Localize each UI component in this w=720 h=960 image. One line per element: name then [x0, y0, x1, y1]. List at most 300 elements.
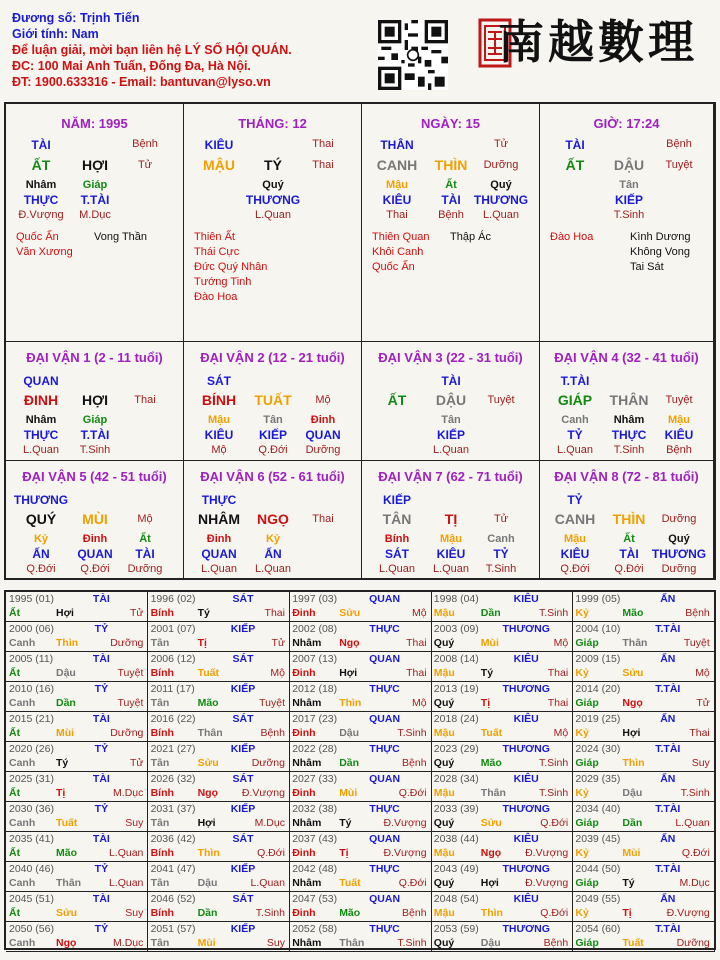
year-phase: Dưỡng	[110, 727, 144, 739]
special-star: Thiên Quan	[372, 231, 430, 243]
hidden-can: Quý	[490, 179, 512, 191]
special-star: Thái Cực	[194, 246, 240, 258]
daivan-chi: MÙI	[82, 511, 108, 527]
year-star: THƯƠNG	[502, 803, 550, 815]
year-label: 2018 (24)	[433, 713, 479, 725]
year-cell[interactable]	[289, 742, 431, 772]
pillar-chi: TÝ	[264, 157, 282, 173]
year-cell[interactable]	[148, 862, 290, 892]
daivan-star: TỶ	[567, 493, 583, 507]
year-label: 2023 (29)	[433, 743, 479, 755]
year-chi: Hợi	[339, 667, 358, 679]
hidden-can: Giáp	[82, 414, 108, 426]
hidden-star: ẤN	[32, 547, 50, 561]
year-label: 2020 (26)	[9, 743, 54, 755]
hidden-star: TỶ	[493, 547, 509, 561]
year-can: Kỷ	[575, 727, 589, 739]
year-chi: Mùi	[339, 787, 358, 799]
year-cell[interactable]	[289, 652, 431, 682]
hidden-phase: L.Quan	[22, 444, 60, 456]
year-label: 2017 (23)	[292, 713, 338, 725]
year-phase: Đ.Vượng	[666, 907, 710, 919]
year-cell[interactable]	[572, 892, 714, 922]
year-phase: Đ.Vượng	[383, 847, 427, 859]
year-cell[interactable]	[6, 802, 148, 832]
hidden-phase: Dưỡng	[661, 563, 697, 575]
year-chi: Mùi	[197, 937, 216, 949]
year-chi: Dậu	[339, 727, 360, 739]
owner-label: Đương số:	[12, 11, 77, 25]
daivan-chi-phase: Thai	[134, 394, 156, 406]
year-star: T.TÀI	[655, 743, 681, 755]
year-cell[interactable]	[431, 862, 573, 892]
year-phase: Bệnh	[543, 937, 569, 949]
year-can: Ất	[9, 787, 21, 799]
hidden-star: T.TÀI	[80, 193, 110, 207]
year-label: 2016 (22)	[150, 713, 196, 725]
year-phase: Tử	[696, 697, 710, 709]
hidden-can: Canh	[487, 533, 515, 545]
year-label: 2032 (38)	[292, 803, 338, 815]
year-cell[interactable]	[572, 772, 714, 802]
year-phase: Bệnh	[260, 727, 285, 739]
year-star: KIẾP	[230, 683, 256, 695]
year-star: QUAN	[369, 713, 401, 725]
year-label: 2034 (40)	[575, 803, 621, 815]
year-phase: Tuyệt	[683, 637, 710, 649]
year-can: Giáp	[575, 877, 599, 889]
year-chi: Mão	[622, 607, 644, 619]
year-label: 2033 (39)	[433, 803, 479, 815]
year-phase: Q.Đới	[540, 817, 569, 829]
year-phase: Đ.Vượng	[383, 817, 427, 829]
year-chi: Tuất	[480, 727, 503, 739]
year-cell[interactable]	[572, 802, 714, 832]
daivan-star: QUAN	[23, 374, 59, 388]
year-cell[interactable]	[431, 622, 573, 652]
hidden-star: THỰC	[611, 428, 647, 442]
year-chi: Ngọ	[56, 937, 77, 949]
year-can: Nhâm	[292, 697, 322, 709]
logo-text: 南越數理	[498, 15, 698, 69]
year-phase: Dưỡng	[676, 937, 710, 949]
year-chi: Dần	[197, 907, 218, 919]
logo	[478, 8, 713, 78]
hidden-phase: M.Dục	[79, 209, 111, 221]
year-label: 2002 (08)	[292, 623, 338, 635]
year-can: Kỷ	[575, 667, 589, 679]
hidden-can: Đinh	[82, 533, 108, 545]
hidden-can: Mậu	[208, 414, 230, 426]
year-star: ẤN	[660, 893, 676, 905]
year-cell[interactable]	[431, 772, 573, 802]
year-label: 1996 (02)	[150, 593, 196, 605]
year-can: Canh	[9, 697, 36, 709]
daivan-cell	[184, 461, 362, 579]
year-chi: Thân	[56, 877, 82, 889]
hidden-star: THƯƠNG	[651, 547, 707, 561]
year-can: Mậu	[433, 607, 455, 619]
year-chi: Ngọ	[622, 697, 643, 709]
year-label: 2021 (27)	[150, 743, 196, 755]
year-star: THỰC	[369, 623, 400, 635]
year-chi: Tuất	[197, 667, 219, 679]
pillar-phase: Thai	[312, 138, 334, 150]
year-chi: Thân	[339, 937, 365, 949]
year-can: Tân	[150, 877, 170, 889]
pillar-chi-phase: Dưỡng	[483, 159, 519, 171]
year-label: 2037 (43)	[292, 833, 338, 845]
year-can: Giáp	[575, 937, 599, 949]
year-star: SÁT	[232, 893, 254, 905]
year-star: KIÊU	[513, 653, 539, 665]
hidden-can: Nhâm	[25, 414, 57, 426]
year-label: 2046 (52)	[150, 893, 196, 905]
year-can: Kỷ	[575, 847, 589, 859]
year-phase: Mộ	[553, 727, 569, 739]
pillar-chi: HỢI	[82, 157, 108, 173]
year-cell[interactable]	[289, 592, 431, 622]
year-label: 2001 (07)	[150, 623, 196, 635]
year-cell[interactable]	[431, 712, 573, 742]
year-can: Bính	[150, 787, 174, 799]
year-label: 2045 (51)	[9, 893, 54, 905]
year-chi: Thân	[622, 637, 648, 649]
year-phase: Đ.Vượng	[525, 847, 569, 859]
daivan-title: ĐẠI VẬN 1 (2 - 11 tuổi)	[26, 350, 163, 365]
daivan-chi-phase: Tử	[493, 513, 509, 525]
year-star: KIẾP	[230, 743, 256, 755]
year-cell[interactable]	[289, 772, 431, 802]
hidden-star: TÀI	[135, 547, 155, 561]
pillar-star: KIÊU	[204, 138, 234, 152]
pillar-cell	[540, 104, 714, 342]
year-phase: Thai	[689, 727, 710, 739]
year-cell[interactable]	[289, 922, 431, 952]
daivan-title: ĐẠI VẬN 8 (72 - 81 tuổi)	[554, 469, 699, 484]
year-chi: Hợi	[622, 727, 641, 739]
year-phase: Q.Đới	[398, 787, 427, 799]
year-phase: Đ.Vượng	[241, 787, 285, 799]
hidden-phase: Dưỡng	[305, 444, 341, 456]
year-cell[interactable]	[431, 802, 573, 832]
hidden-star: THƯƠNG	[473, 193, 529, 207]
year-cell[interactable]	[148, 742, 290, 772]
year-phase: Thai	[406, 667, 427, 679]
year-can: Nhâm	[292, 757, 322, 769]
year-chi: Mão	[56, 847, 77, 859]
year-cell[interactable]	[148, 922, 290, 952]
daivan-star: THƯƠNG	[13, 493, 69, 507]
year-star: THỰC	[369, 743, 400, 755]
year-cell[interactable]	[431, 742, 573, 772]
year-phase: Q.Đới	[257, 847, 285, 859]
year-phase: T.Sinh	[539, 787, 569, 799]
hidden-phase: Q.Đới	[258, 444, 288, 456]
year-cell[interactable]	[6, 712, 148, 742]
year-chi: Mùi	[480, 637, 499, 649]
year-label: 2022 (28)	[292, 743, 338, 755]
year-star: THƯƠNG	[502, 683, 550, 695]
year-phase: T.Sinh	[255, 907, 285, 919]
year-phase: T.Sinh	[397, 727, 427, 739]
special-star: Đức Quý Nhân	[194, 261, 268, 273]
year-cell[interactable]	[6, 862, 148, 892]
daivan-title: ĐẠI VẬN 4 (32 - 41 tuổi)	[554, 350, 699, 365]
year-phase: T.Sinh	[539, 757, 569, 769]
year-can: Canh	[9, 757, 36, 769]
year-can: Tân	[150, 937, 170, 949]
pillar-star: TÀI	[565, 138, 585, 152]
year-cell[interactable]	[289, 802, 431, 832]
qr-code-icon[interactable]	[378, 20, 448, 90]
year-cell[interactable]	[6, 772, 148, 802]
year-cell[interactable]	[6, 682, 148, 712]
hidden-star: KIÊU	[436, 547, 466, 561]
pillar-title: NGÀY: 15	[421, 116, 480, 131]
special-star: Khôi Canh	[372, 246, 424, 258]
hidden-phase: Q.Đới	[614, 563, 644, 575]
year-phase: M.Dục	[113, 937, 144, 949]
pillar-chi-phase: Tử	[137, 159, 153, 171]
hidden-phase: L.Quan	[254, 209, 292, 221]
year-label: 2050 (56)	[9, 923, 54, 935]
hidden-star: TỶ	[567, 428, 583, 442]
year-cell[interactable]	[572, 622, 714, 652]
year-chi: Tý	[339, 817, 352, 829]
year-star: THỰC	[369, 863, 400, 875]
year-label: 2004 (10)	[575, 623, 621, 635]
year-label: 2028 (34)	[433, 773, 479, 785]
year-can: Canh	[9, 817, 36, 829]
year-cell[interactable]	[572, 922, 714, 952]
pillar-cell	[184, 104, 362, 342]
year-star: QUAN	[369, 833, 401, 845]
year-cell[interactable]	[148, 802, 290, 832]
year-can: Quý	[433, 637, 455, 649]
daivan-can: QUÝ	[25, 511, 57, 527]
year-star: KIẾP	[230, 803, 256, 815]
special-star: Tướng Tinh	[194, 276, 252, 288]
year-can: Bính	[150, 847, 174, 859]
year-chi: Thìn	[56, 637, 79, 649]
year-can: Giáp	[575, 757, 599, 769]
year-label: 2041 (47)	[150, 863, 196, 875]
year-can: Quý	[433, 877, 455, 889]
year-star: THƯƠNG	[502, 863, 550, 875]
year-can: Ất	[9, 907, 21, 919]
hidden-can: Bính	[384, 533, 410, 545]
year-cell[interactable]	[289, 832, 431, 862]
year-cell[interactable]	[289, 712, 431, 742]
year-cell[interactable]	[431, 892, 573, 922]
year-phase: Tử	[129, 607, 144, 619]
daivan-chi: TỊ	[444, 511, 458, 527]
year-cell[interactable]	[572, 652, 714, 682]
year-chi: Mão	[339, 907, 361, 919]
year-cell[interactable]	[572, 682, 714, 712]
year-cell[interactable]	[431, 682, 573, 712]
year-can: Giáp	[575, 817, 599, 829]
year-chi: Tuất	[56, 817, 78, 829]
year-label: 2005 (11)	[9, 653, 54, 665]
year-phase: Suy	[691, 757, 710, 769]
daivan-star: KIẾP	[382, 493, 412, 507]
year-star: TÀI	[92, 773, 110, 785]
daivan-cell	[6, 342, 184, 461]
hidden-phase: L.Quan	[482, 209, 520, 221]
daivan-cell	[184, 342, 362, 461]
year-chi: Sửu	[622, 667, 644, 679]
year-phase: Mộ	[411, 697, 427, 709]
year-cell[interactable]	[431, 592, 573, 622]
daivan-cell	[6, 461, 184, 579]
year-cell[interactable]	[6, 892, 148, 922]
year-star: T.TÀI	[655, 803, 681, 815]
year-can: Giáp	[575, 637, 599, 649]
year-phase: T.Sinh	[397, 937, 427, 949]
hidden-phase: T.Sinh	[485, 563, 517, 575]
year-can: Giáp	[575, 697, 599, 709]
year-cell[interactable]	[289, 862, 431, 892]
year-label: 2027 (33)	[292, 773, 338, 785]
pillar-chi: DẬU	[613, 157, 645, 173]
year-cell[interactable]	[289, 682, 431, 712]
hidden-star: THỰC	[23, 193, 59, 207]
year-star: TÀI	[92, 833, 110, 845]
year-cell[interactable]	[572, 712, 714, 742]
year-star: KIÊU	[513, 593, 539, 605]
year-cell[interactable]	[572, 832, 714, 862]
year-chi: Ngọ	[480, 847, 502, 859]
year-cell[interactable]	[6, 832, 148, 862]
year-can: Mậu	[433, 787, 455, 799]
year-cell[interactable]	[6, 592, 148, 622]
year-chi: Tị	[480, 697, 491, 709]
year-label: 2000 (06)	[9, 623, 54, 635]
year-can: Ất	[9, 667, 21, 679]
year-phase: Bệnh	[402, 907, 427, 919]
year-cell[interactable]	[572, 742, 714, 772]
year-chi: Hợi	[56, 607, 74, 619]
year-cell[interactable]	[148, 592, 290, 622]
year-cell[interactable]	[148, 622, 290, 652]
year-label: 2008 (14)	[433, 653, 479, 665]
year-chi: Mùi	[56, 727, 75, 739]
year-cell[interactable]	[148, 682, 290, 712]
daivan-chi-phase: Tuyệt	[487, 394, 515, 406]
year-phase: Tử	[129, 757, 144, 769]
year-cell[interactable]	[431, 922, 573, 952]
special-star: Vong Thần	[94, 231, 148, 243]
hidden-star: T.TÀI	[80, 428, 110, 442]
daivan-chi: TUẤT	[254, 392, 292, 408]
year-cell[interactable]	[289, 622, 431, 652]
daivan-title: ĐẠI VẬN 7 (62 - 71 tuổi)	[378, 469, 523, 484]
daivan-chi-phase: Tuyệt	[665, 394, 693, 406]
year-can: Kỷ	[575, 607, 589, 619]
year-cell[interactable]	[572, 592, 714, 622]
year-can: Quý	[433, 757, 455, 769]
year-cell[interactable]	[148, 712, 290, 742]
year-cell[interactable]	[148, 832, 290, 862]
year-chi: Tị	[339, 847, 349, 859]
special-star: Quốc Ấn	[372, 261, 415, 273]
year-cell[interactable]	[572, 862, 714, 892]
year-cell[interactable]	[6, 622, 148, 652]
daivan-chi-phase: Dưỡng	[661, 513, 697, 525]
year-cell[interactable]	[6, 742, 148, 772]
year-star: TỶ	[94, 743, 109, 755]
daivan-can: GIÁP	[557, 392, 593, 408]
special-star: Tai Sát	[630, 261, 664, 273]
pillar-phase: Bệnh	[132, 138, 158, 150]
daivan-can: CANH	[554, 511, 596, 527]
hidden-phase: Mộ	[211, 444, 227, 456]
year-label: 2012 (18)	[292, 683, 338, 695]
hidden-star: TÀI	[619, 547, 639, 561]
year-star: QUAN	[369, 893, 401, 905]
year-phase: L.Quan	[675, 817, 710, 829]
hidden-star: KIÊU	[204, 428, 234, 442]
hidden-star: QUAN	[77, 547, 113, 561]
year-label: 2025 (31)	[9, 773, 54, 785]
year-can: Kỷ	[575, 907, 589, 919]
year-chi: Dần	[56, 697, 76, 709]
year-chi: Ngọ	[197, 787, 219, 799]
year-chi: Tý	[56, 757, 69, 769]
year-star: SÁT	[232, 593, 254, 605]
year-label: 2039 (45)	[575, 833, 621, 845]
hidden-star: QUAN	[305, 428, 341, 442]
year-can: Kỷ	[575, 787, 589, 799]
year-phase: Suy	[125, 817, 144, 829]
year-star: T.TÀI	[655, 923, 681, 935]
year-cell[interactable]	[6, 922, 148, 952]
year-cell[interactable]	[289, 892, 431, 922]
year-phase: M.Dục	[113, 787, 144, 799]
hidden-star: KIÊU	[664, 428, 694, 442]
year-star: SÁT	[232, 773, 254, 785]
hidden-can: Mậu	[668, 414, 690, 426]
year-cell[interactable]	[148, 892, 290, 922]
year-label: 2024 (30)	[575, 743, 621, 755]
year-label: 1998 (04)	[433, 593, 479, 605]
hidden-can: Tân	[441, 414, 461, 426]
year-cell[interactable]	[431, 832, 573, 862]
year-can: Nhâm	[292, 817, 322, 829]
year-cell[interactable]	[148, 652, 290, 682]
year-chi: Dậu	[56, 667, 76, 679]
year-star: KIÊU	[513, 833, 539, 845]
year-star: QUAN	[369, 653, 401, 665]
hidden-can: Mậu	[440, 533, 462, 545]
year-chi: Thìn	[622, 757, 645, 769]
year-cell[interactable]	[431, 652, 573, 682]
year-can: Canh	[9, 877, 36, 889]
special-star: Thiên Ất	[194, 231, 235, 243]
hidden-can: Nhâm	[25, 179, 57, 191]
year-cell[interactable]	[6, 652, 148, 682]
year-star: THƯƠNG	[502, 923, 550, 935]
year-can: Quý	[433, 817, 455, 829]
year-cell[interactable]	[148, 772, 290, 802]
year-star: KIÊU	[513, 893, 539, 905]
year-star: ẤN	[660, 653, 676, 665]
hidden-can: Đinh	[310, 414, 336, 426]
year-phase: Q.Đới	[681, 847, 710, 859]
daivan-title: ĐẠI VẬN 2 (12 - 21 tuổi)	[200, 350, 345, 365]
